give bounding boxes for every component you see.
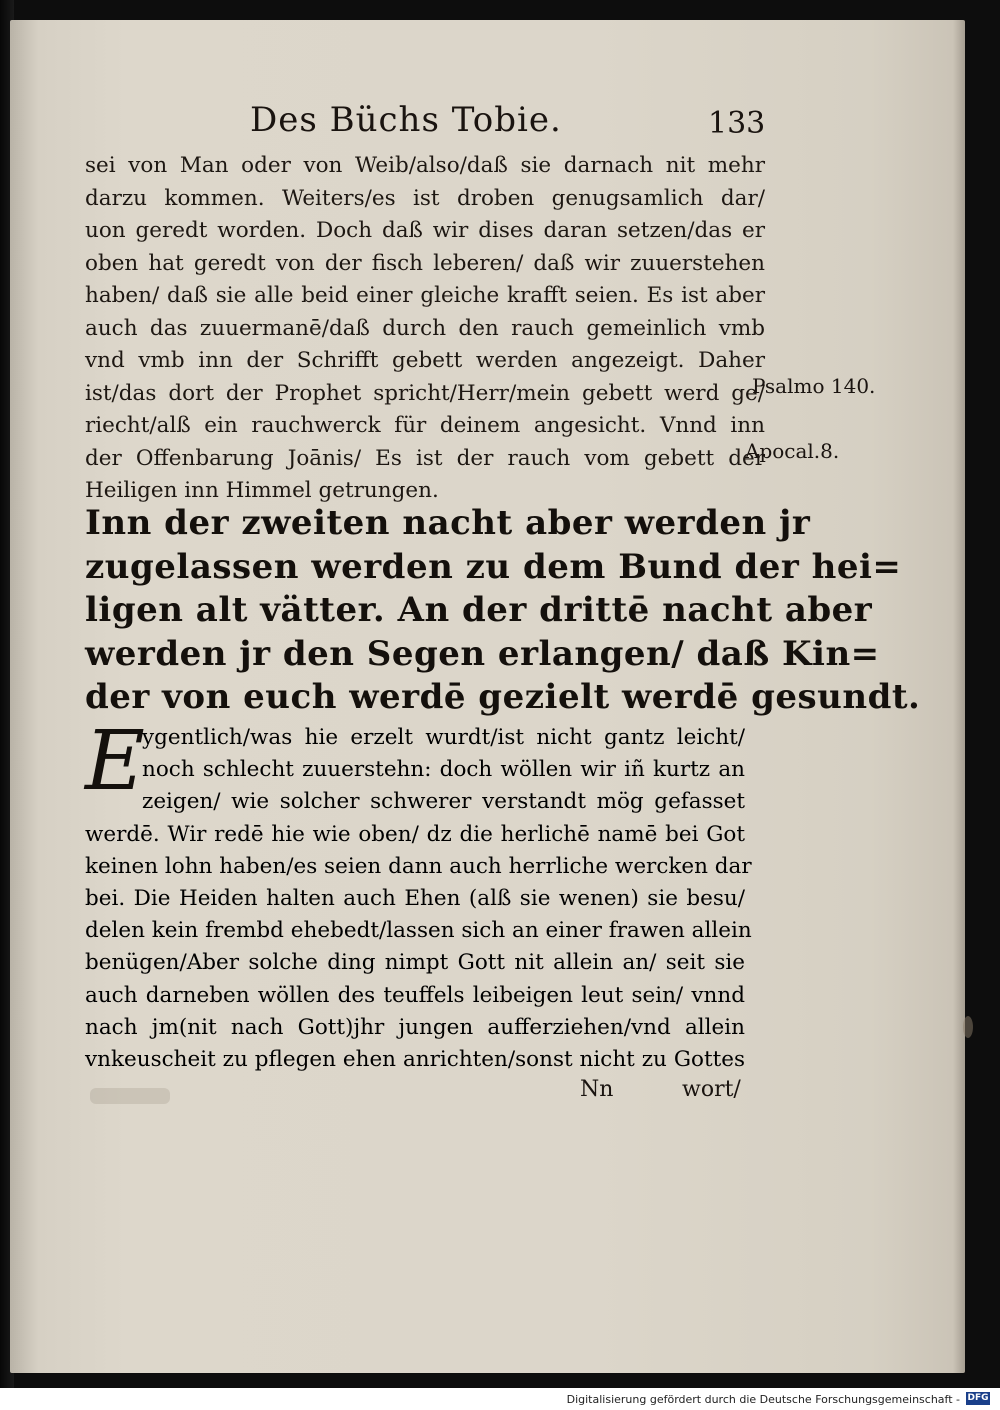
text-line: oben hat geredt von der fisch leberen/ daß wir zuuerstehen: [85, 250, 765, 276]
text-line: auch das zuuermanē/daß durch den rauch gemeinlich vmb: [85, 315, 765, 341]
margin-note-psalm: Psalmo 140.: [752, 374, 876, 398]
margin-note-apocalypse: Apocal.8.: [745, 439, 840, 463]
text-line: werdē. Wir redē hie wie oben/ dz die herlichē namē bei Got: [85, 821, 745, 847]
text-line: der Offenbarung Joānis/ Es ist der rauch vom gebett der: [85, 445, 765, 471]
text-line: keinen lohn haben/es seien dann auch herrliche wercken dar: [85, 853, 752, 879]
ink-smudge: [90, 1088, 170, 1104]
running-head: Des Büchs Tobie.: [250, 100, 562, 140]
verse-line: Inn der zweiten nacht aber werden jr: [85, 503, 811, 543]
paragraph-1: [85, 150, 765, 508]
folio-number: 133: [708, 106, 766, 141]
page-edge-shadow: [953, 20, 965, 1373]
text-line: vnd vmb inn der Schrifft gebett werden angezeigt. Daher: [85, 348, 765, 373]
text-line: ist/das dort der Prophet spricht/Herr/mein gebett werd ge/: [85, 380, 765, 406]
text-line: nach jm(nit nach Gott)jhr jungen aufferziehen/vnd allein: [85, 1014, 745, 1040]
text-line: zeigen/ wie solcher schwerer verstandt mög gefasset: [142, 789, 745, 815]
dfg-logo: DFG: [967, 1393, 989, 1403]
catchword: wort/: [682, 1077, 741, 1102]
text-line-last: Heiligen inn Himmel getrungen.: [85, 478, 439, 503]
text-line: riecht/alß ein rauchwerck für deinem angesicht. Vnnd inn: [85, 413, 765, 438]
scripture-verse: [85, 502, 921, 720]
verse-line: der von euch werdē gezielt werdē gesundt.: [85, 677, 921, 717]
funding-notice: Digitalisierung gefördert durch die Deutsche Forschungsgemeinschaft -: [566, 1393, 960, 1406]
text-line: benügen/Aber solche ding nimpt Gott nit allein an/ seit sie: [85, 950, 745, 976]
text-line: uon geredt worden. Doch daß wir dises daran setzen/das er: [85, 218, 765, 243]
text-line: bei. Die Heiden halten auch Ehen (alß sie wenen) sie besu/: [85, 885, 745, 911]
signature-mark: Nn: [580, 1077, 614, 1102]
text-line: darzu kommen. Weiters/es ist droben genugsamlich dar/: [85, 185, 765, 211]
text-line: delen kein frembd ehebedt/lassen sich an einer frawen allein: [85, 918, 752, 944]
verse-line: ligen alt vätter. An der drittē nacht aber: [85, 590, 873, 630]
text-line: ygentlich/was hie erzelt wurdt/ist nicht gantz leicht/: [142, 725, 745, 750]
text-line: auch darneben wöllen des teuffels leibeigen leut sein/ vnnd: [85, 982, 745, 1008]
text-line: sei von Man oder von Weib/also/daß sie darnach nit mehr: [85, 153, 765, 178]
text-line: vnkeuscheit zu pflegen ehen anrichten/sonst nicht zu Gottes: [85, 1046, 745, 1072]
verse-line: zugelassen werden zu dem Bund der hei=: [85, 546, 902, 587]
text-line: noch schlecht zuuerstehn: doch wöllen wir iñ kurtz an: [142, 757, 745, 783]
paragraph-2: [85, 714, 752, 1076]
paper-stain: [963, 1016, 973, 1038]
text-line: haben/ daß sie alle beid einer gleiche krafft seien. Es ist aber: [85, 283, 765, 308]
verse-line: werden jr den Segen erlangen/ daß Kin=: [85, 633, 880, 674]
drop-capital: E: [85, 714, 145, 809]
